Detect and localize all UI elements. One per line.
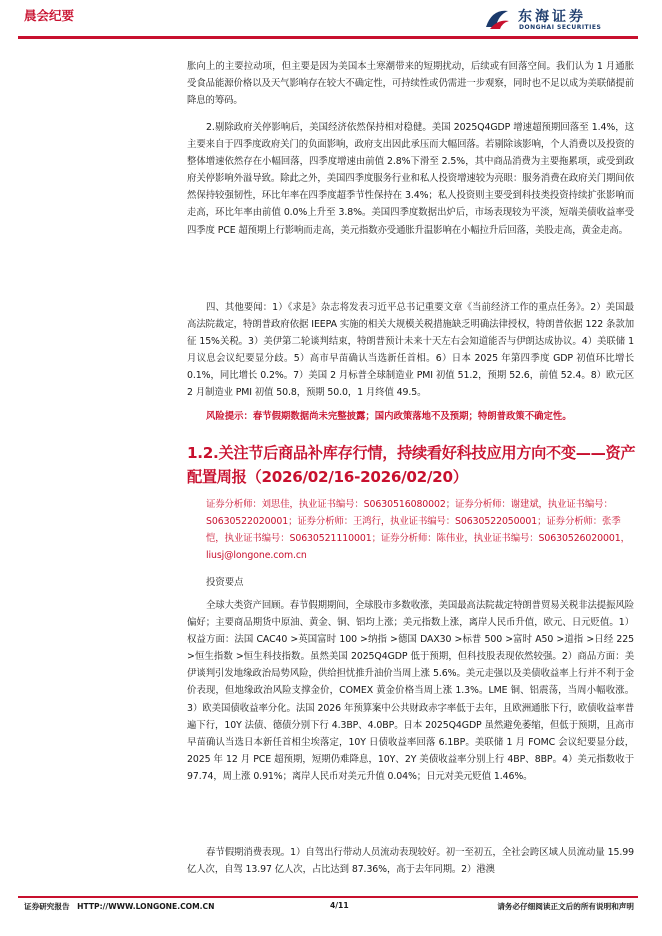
logo-english-name: DONGHAI SECURITIES [519, 24, 602, 31]
paragraph-other-news: 四、其他要闻：1）《求是》杂志将发表习近平总书记重要文章《当前经济工作的重点任务》。2）美国最高法院裁定，特朗普政府依据 IEEPA 实施的相关大规模关税措施缺乏明确法律授权，特朗普依据 122 条款加征 15%关税。3）美伊第二轮谈判结束，特朗普预计未来十天左右会知道能否与伊朗达成协议。4）美联储 1 月议息会议纪要显分歧。5）高市早苗确认当选新任首相。6）日本 2025 年第四季度 GDP 初值环比增长 0.1%，同比增长 0.2%。7）美国 2 月标普全球制造业 PMI 初值 51.2，预期 52.6，前值 52.4。8）欧元区 2 月制造业 PMI 初值 50.8，预期 50.0，1 月终值 49.5。 [187, 302, 634, 399]
paragraph-asset-review: 全球大类资产回顾。春节假期期间，全球股市多数收涨，美国最高法院裁定特朗普贸易关税非法提振风险偏好；主要商品期货中原油、黄金、铜、铝均上涨；美元指数上涨，离岸人民币升值，欧元、日元贬值。1）权益方面：法国 CAC40 >英国富时 100 >纳指 >德国 DAX30 >标普 500 >富时 A50 >道指 >日经 225 >恒生指数 >恒生科技指数。虽然美国 2025Q4GDP 低于预期，但科技股表现依然较强。2）商品方面：美伊谈判引发地缘政治局势风险，供给担忧推升油价当周上涨 5.6%。美元走强以及美债收益率上行并不利于金价表现，但地缘政治风险支撑金价，COMEX 黄金价格当周上涨 1.3%。LME 铜、铝震荡，当周小幅收涨。3）欧美国债收益率分化。法国 2026 年预算案中公共财政赤字率低于去年，且欧洲通胀下行，欧债收益率普遍下行，10Y 法债、德债分别下行 4.3BP、4.0BP。日本 2025Q4GDP 虽然避免萎缩，但低于预期，且高市早苗确认当选日本新任首相尘埃落定，10Y 日债收益率回落 6.1BP。美联储 1 月 FOMC 会议纪要显分歧，2025 年 12 月 PCE 超预期，短期仍难降息，10Y、2Y 美债收益率分别上行 4BP、8BP。4）美元指数收于 97.74，周上涨 0.91%；离岸人民币对美元升值 0.04%；日元对美元贬值 1.46%。 [187, 600, 634, 782]
analyst-list: 证券分析师：刘思佳，执业证书编号：S0630516080002；证券分析师：谢建斌，执业证书编号：S0630522020001；证券分析师：王鸿行，执业证书编号：S0630522050001；证券分析师：张季恺，执业证书编号：S0630521110001；证券分析师：陈伟业，执业证书编号：S0630526020001，liusj@longone.com.cn [206, 499, 630, 561]
section-heading: 1.2.关注节后商品补库存行情，持续看好科技应用方向不变——资产配置周报（2026/02/16-2026/02/20） [187, 444, 636, 486]
report-title: 晨会纪要 [24, 8, 75, 23]
risk-warning: 风险提示：春节假期数据尚未完整披露；国内政策落地不及预期；特朗普政策不确定性。 [206, 411, 572, 422]
page-number: 4/11 [330, 901, 349, 910]
paragraph-us-economy: 2.剔除政府关停影响后，美国经济依然保持相对稳健。美国 2025Q4GDP 增速超预期回落至 1.4%，这主要来自于四季度政府关门的负面影响，政府支出因此承压而大幅回落。若剔除该影响，个人消费以及投资的整体增速依然存在小幅回落，四季度增速由前值 2.8%下滑至 2.5%，其中商品消费为主要拖累项，或受到政府关停影响外溢导致。除此之外，美国四季度服务行业和私人投资增速较为亮眼：服务消费在政府关门期间依然保持较强韧性，环比年率在四季度超季节性保持在 3.4%；私人投资则主要受到科技类投资持续扩张影响而走高，环比年率由前值 0.0%上升至 3.8%。美国四季度数据出炉后，市场表现较为平淡，短端美债收益率受四季度 PCE 超预期上行影响而走高，美元指数亦受通胀升温影响在小幅拉升后回落，美股走高，黄金走高。 [187, 122, 634, 236]
footer-disclaimer: 请务必仔细阅读正文后的所有说明和声明 [497, 902, 634, 911]
paragraph-holiday-consumption: 春节假期消费表现。1）自驾出行带动人员流动表现较好。初一至初五，全社会跨区域人员流动量 15.99 亿人次，自驾 13.97 亿人次，占比达到 87.36%，高于去年同期。2）港澳 [187, 847, 634, 876]
company-logo [484, 6, 634, 34]
investment-highlights-heading: 投资要点 [206, 577, 244, 588]
footer-divider [18, 896, 638, 898]
paragraph-inflation: 胀向上的主要拉动项，但主要是因为美国本土寒潮带来的短期扰动，后续或有回落空间。我们认为 1 月通胀受食品能源价格以及天气影响存在较大不确定性，可持续性或仍需进一步观察，同时也不足以成为美联储提前降息的筹码。 [187, 61, 634, 107]
logo-chinese-name: 东海证券 [518, 9, 586, 25]
header-divider [18, 36, 638, 39]
donghai-logo-icon [484, 7, 510, 31]
footer-website: 证券研究报告 HTTP://WWW.LONGONE.COM.CN [24, 902, 215, 911]
